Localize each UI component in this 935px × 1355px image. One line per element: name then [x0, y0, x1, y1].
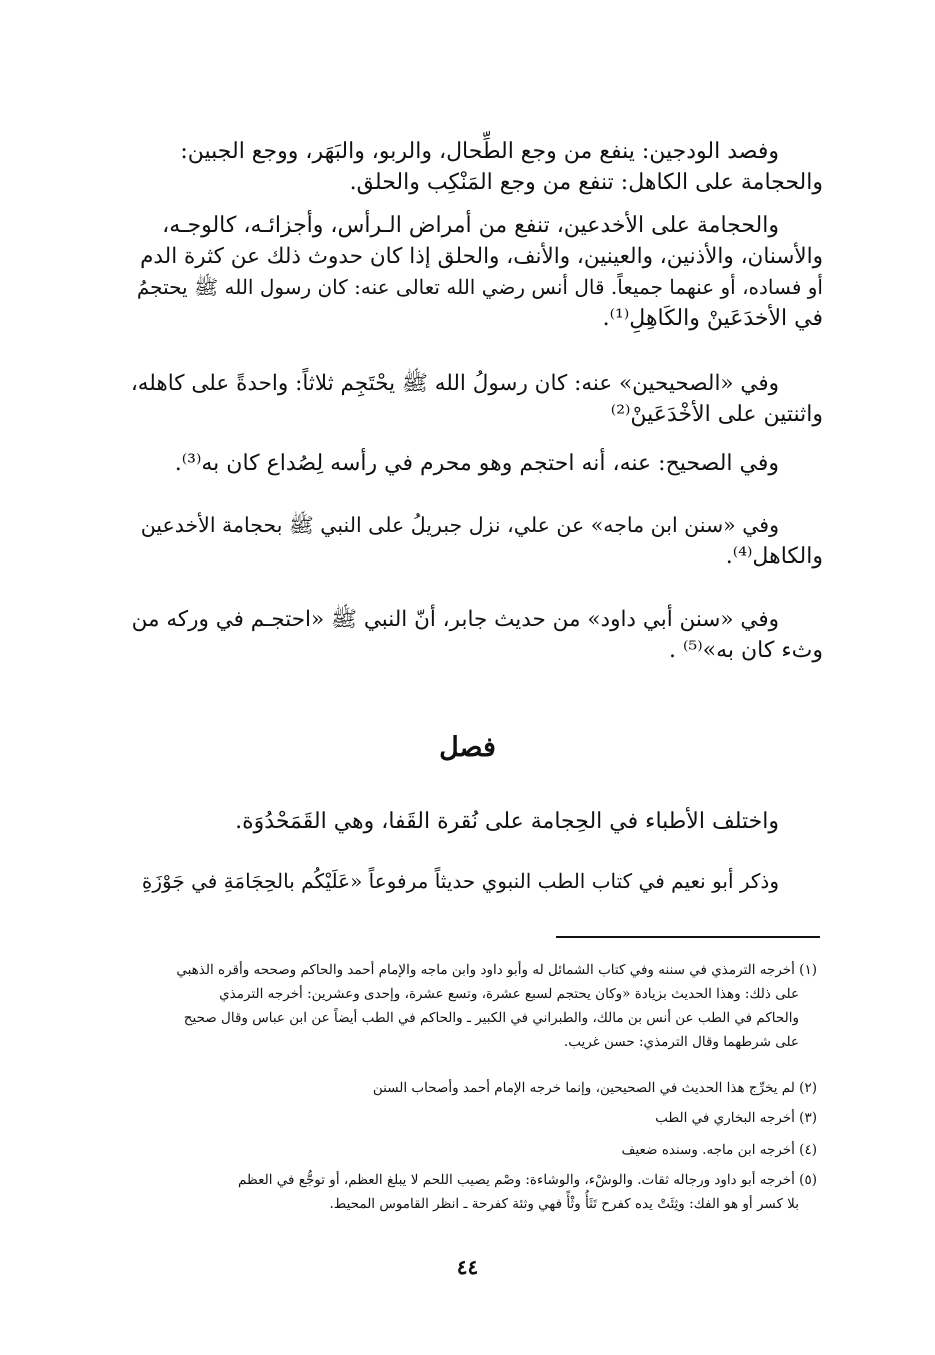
- text-line: وفي «الصحيحين» عنه: كان رسولُ الله ﷺ يحْتَجِم ثلاثاً: واحدةً على كاهله،: [130, 371, 779, 396]
- text-line: وفي الصحيح: عنه، أنه احتجم وهو محرم في رأسه لِصُداع كان به⁽³⁾.: [174, 451, 779, 476]
- paragraph-abu-dawud: [130, 604, 823, 666]
- text-line: واختلف الأطباء في الحِجامة على نُقرة القَفا، وهي القَمَحْدُوَة.: [235, 809, 779, 834]
- footnote-separator: [556, 936, 820, 938]
- paragraph-sahih: [130, 448, 823, 479]
- footnote-line: (٢) لم يخرِّج هذا الحديث في الصحيحين، وإنما خرجه الإمام أحمد وأصحاب السنن: [372, 1080, 817, 1096]
- paragraph-ibn-majah: [130, 510, 823, 572]
- text-line: وذكر أبو نعيم في كتاب الطب النبوي حديثاً مرفوعاً «عَلَيْكُم بالحِجَامَةِ في جَوْزَةِ: [141, 869, 779, 893]
- page-number: ٤٤: [456, 1255, 479, 1279]
- text-line: وفصد الودجين: ينفع من وجع الطِّحال، والربو، والبَهَر، ووجع الجبين:: [180, 139, 779, 164]
- paragraph-abu-nuaim: [130, 866, 823, 897]
- footnote-line: (٣) أخرجه البخاري في الطب: [655, 1110, 817, 1126]
- text-line: والأسنان، والأذنين، والعينين، والأنف، والحلق إذا كان حدوث ذلك عن كثرة الدم: [140, 244, 823, 269]
- text-line: وفي «سنن ابن ماجه» عن علي، نزل جبريلُ على النبي ﷺ بحجامة الأخدعين: [140, 513, 779, 537]
- text-line: أو فساده، أو عنهما جميعاً. قال أنس رضي الله تعالى عنه: كان رسول الله ﷺ يحتجمُ: [136, 275, 823, 299]
- footnote-3: [127, 1106, 817, 1130]
- footnote-line: على ذلك: وهذا الحديث بزيادة «وكان يحتجم لسبع عشرة، وتسع عشرة، وإحدى وعشرين: أخرجه الترمذي: [219, 986, 799, 1002]
- footnote-1: [127, 958, 817, 1054]
- footnote-line: (٥) أخرجه أبو داود ورجاله ثقات. والوشْء، والوشاءة: وصْم يصيب اللحم لا يبلغ العظم، أو توجُّع في العظم: [238, 1172, 817, 1188]
- text-line: وثء كان به»⁽⁵⁾ .: [669, 638, 823, 663]
- footnote-line: على شرطهما وقال الترمذي: حسن غريب.: [563, 1034, 799, 1050]
- footnote-5: [127, 1168, 817, 1216]
- text-line: واثنتين على الأخْدَعَينْ⁽²⁾: [610, 402, 823, 427]
- footnote-2: [127, 1076, 817, 1100]
- footnote-line: (١) أخرجه الترمذي في سننه وفي كتاب الشمائل له وأبو داود وابن ماجه والإمام أحمد والحاكم وصححه وأقره الذهبي: [176, 962, 817, 978]
- footnote-4: [127, 1138, 817, 1162]
- text-line: والكاهل⁽⁴⁾.: [725, 544, 823, 569]
- paragraph-akhdaain: [130, 210, 823, 334]
- text-line: في الأخدَعَينْ والكَاهِلِ⁽¹⁾.: [602, 306, 823, 331]
- text-line: وفي «سنن أبي داود» من حديث جابر، أنّ النبي ﷺ «احتجـم في وركه من: [131, 607, 779, 632]
- text-line: والحجامة على الكاهل: تنفع من وجع المَنْكِب والحلق.: [349, 170, 823, 195]
- footnote-line: (٤) أخرجه ابن ماجه. وسنده ضعيف: [621, 1142, 817, 1158]
- footnote-line: والحاكم في الطب عن أنس بن مالك، والطبراني في الكبير ـ والحاكم في الطب أيضاً عن ابن عباس وقال صحيح: [183, 1010, 799, 1026]
- paragraph-nape-cupping: [130, 806, 823, 837]
- section-heading: فصل: [439, 732, 496, 763]
- footnote-line: بلا كسر أو هو الفك: وثِئَتْ يده كفرح تَثَأُ وثْأً فهي وثئة كفرحة ـ انظر القاموس المحيط.: [329, 1196, 799, 1212]
- paragraph-venesection: [130, 136, 823, 198]
- paragraph-sahihain: [130, 368, 823, 430]
- text-line: والحجامة على الأخدعين، تنفع من أمراض الـرأس، وأجزائـه، كالوجـه،: [162, 213, 779, 238]
